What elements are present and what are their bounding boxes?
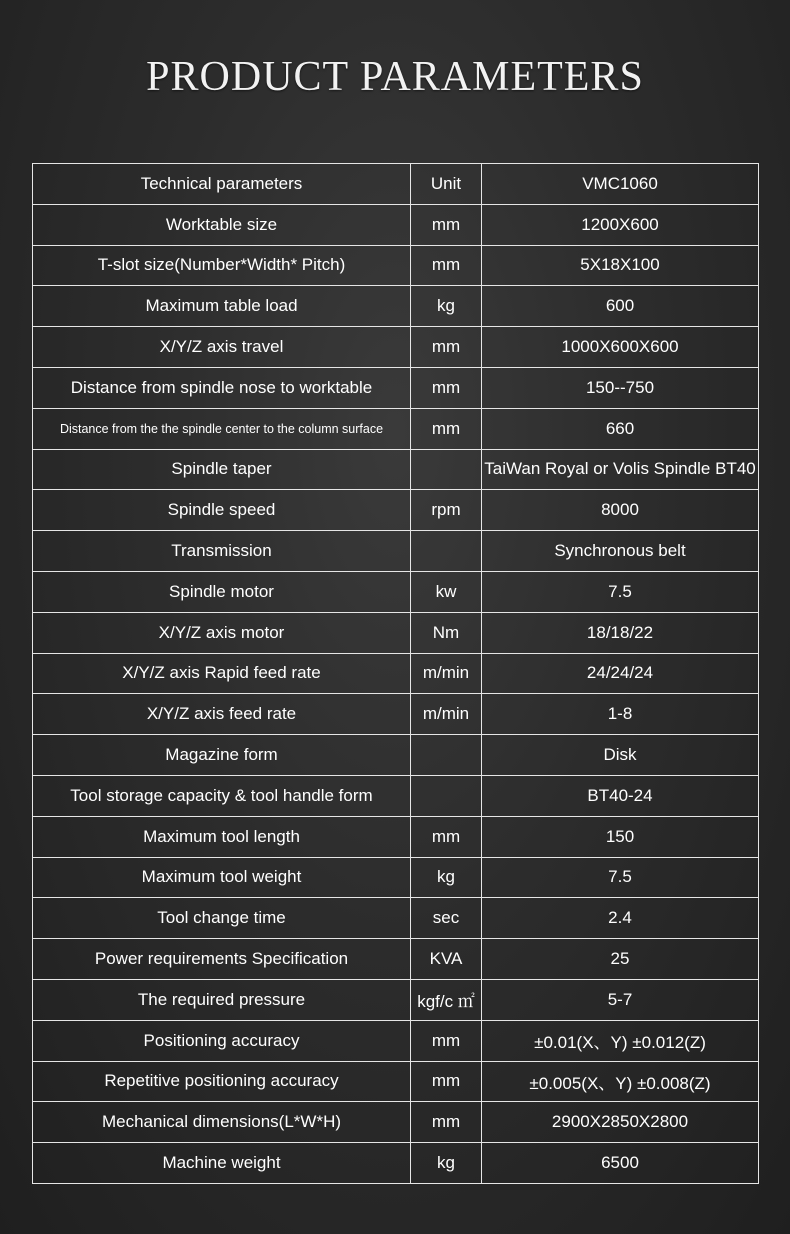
value-cell: 18/18/22	[482, 612, 759, 653]
table-row	[33, 286, 759, 327]
parameter-cell: Power requirements Specification	[33, 939, 411, 980]
table-row	[33, 898, 759, 939]
table-row	[33, 979, 759, 1020]
parameter-cell: Machine weight	[33, 1143, 411, 1184]
table-row	[33, 367, 759, 408]
table-row	[33, 204, 759, 245]
value-cell: 1000X600X600	[482, 327, 759, 368]
parameter-cell: X/Y/Z axis Rapid feed rate	[33, 653, 411, 694]
value-cell: 1200X600	[482, 204, 759, 245]
parameter-cell: Maximum tool weight	[33, 857, 411, 898]
parameter-cell: Positioning accuracy	[33, 1020, 411, 1061]
table-row	[33, 1102, 759, 1143]
parameter-cell: X/Y/Z axis feed rate	[33, 694, 411, 735]
unit-cell: kgf/c ㎡	[411, 979, 482, 1020]
unit-cell: m/min	[411, 653, 482, 694]
table-row	[33, 857, 759, 898]
value-cell: 7.5	[482, 857, 759, 898]
table-row	[33, 612, 759, 653]
table-row	[33, 775, 759, 816]
unit-cell	[411, 531, 482, 572]
unit-cell	[411, 735, 482, 776]
parameter-cell: Tool storage capacity & tool handle form	[33, 775, 411, 816]
parameter-cell: Spindle speed	[33, 490, 411, 531]
unit-cell: mm	[411, 367, 482, 408]
value-cell: 150	[482, 816, 759, 857]
table-row	[33, 531, 759, 572]
value-cell: 6500	[482, 1143, 759, 1184]
parameter-cell: X/Y/Z axis motor	[33, 612, 411, 653]
unit-cell: mm	[411, 1020, 482, 1061]
value-cell: 5-7	[482, 979, 759, 1020]
parameter-cell: T-slot size(Number*Width* Pitch)	[33, 245, 411, 286]
value-cell: 2.4	[482, 898, 759, 939]
value-cell: 150--750	[482, 367, 759, 408]
unit-cell: rpm	[411, 490, 482, 531]
parameter-cell: Maximum table load	[33, 286, 411, 327]
value-cell: 8000	[482, 490, 759, 531]
table-row	[33, 1020, 759, 1061]
table-row	[33, 653, 759, 694]
page-title: PRODUCT PARAMETERS	[146, 54, 644, 100]
parameter-cell: Transmission	[33, 531, 411, 572]
parameter-cell: The required pressure	[33, 979, 411, 1020]
value-cell: 25	[482, 939, 759, 980]
unit-cell: mm	[411, 816, 482, 857]
parameter-cell: Magazine form	[33, 735, 411, 776]
table-row	[33, 571, 759, 612]
value-cell: BT40-24	[482, 775, 759, 816]
parameter-cell: Maximum tool length	[33, 816, 411, 857]
parameter-cell: Technical parameters	[33, 164, 411, 205]
unit-cell: mm	[411, 245, 482, 286]
parameters-table	[32, 163, 759, 1184]
value-cell: VMC1060	[482, 164, 759, 205]
parameter-cell: Tool change time	[33, 898, 411, 939]
table-row	[33, 490, 759, 531]
unit-cell: mm	[411, 408, 482, 449]
unit-cell: sec	[411, 898, 482, 939]
unit-cell	[411, 775, 482, 816]
parameter-cell: X/Y/Z axis travel	[33, 327, 411, 368]
unit-cell: mm	[411, 204, 482, 245]
parameter-cell: Distance from the the spindle center to the column surface	[33, 408, 411, 449]
unit-cell: mm	[411, 1061, 482, 1102]
table-row	[33, 449, 759, 490]
unit-cell: kg	[411, 857, 482, 898]
table-header-row	[33, 164, 759, 205]
unit-cell: Nm	[411, 612, 482, 653]
value-cell: 7.5	[482, 571, 759, 612]
table-row	[33, 1061, 759, 1102]
parameters-table-body	[33, 164, 759, 1184]
unit-cell: KVA	[411, 939, 482, 980]
parameter-cell: Mechanical dimensions(L*W*H)	[33, 1102, 411, 1143]
unit-cell: m/min	[411, 694, 482, 735]
unit-cell: kw	[411, 571, 482, 612]
parameter-cell: Worktable size	[33, 204, 411, 245]
unit-cell: kg	[411, 286, 482, 327]
value-cell: 660	[482, 408, 759, 449]
value-cell: Disk	[482, 735, 759, 776]
parameter-cell: Distance from spindle nose to worktable	[33, 367, 411, 408]
unit-cell: kg	[411, 1143, 482, 1184]
value-cell: 24/24/24	[482, 653, 759, 694]
table-row	[33, 816, 759, 857]
table-row	[33, 939, 759, 980]
parameter-cell: Repetitive positioning accuracy	[33, 1061, 411, 1102]
unit-cell: mm	[411, 1102, 482, 1143]
value-cell: ±0.005(X、Y) ±0.008(Z)	[482, 1061, 759, 1102]
table-row	[33, 245, 759, 286]
value-cell: 2900X2850X2800	[482, 1102, 759, 1143]
value-cell: TaiWan Royal or Volis Spindle BT40	[482, 449, 759, 490]
table-row	[33, 408, 759, 449]
value-cell: ±0.01(X、Y) ±0.012(Z)	[482, 1020, 759, 1061]
value-cell: 600	[482, 286, 759, 327]
value-cell: Synchronous belt	[482, 531, 759, 572]
table-row	[33, 327, 759, 368]
unit-cell: mm	[411, 327, 482, 368]
table-row	[33, 735, 759, 776]
table-row	[33, 694, 759, 735]
parameter-cell: Spindle taper	[33, 449, 411, 490]
unit-cell: Unit	[411, 164, 482, 205]
parameter-cell: Spindle motor	[33, 571, 411, 612]
table-row	[33, 1143, 759, 1184]
value-cell: 5X18X100	[482, 245, 759, 286]
value-cell: 1-8	[482, 694, 759, 735]
unit-cell	[411, 449, 482, 490]
